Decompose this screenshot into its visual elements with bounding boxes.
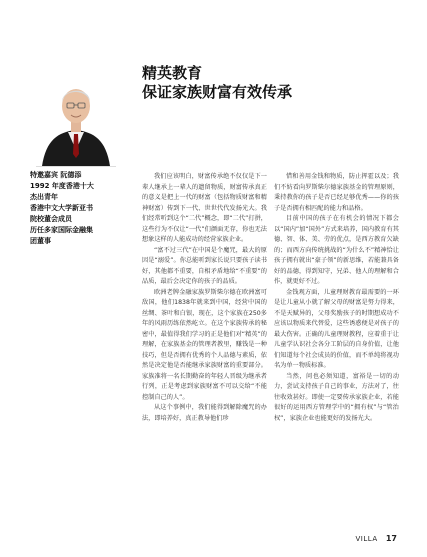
body-column-left xyxy=(142,172,267,512)
guest-info-line: 团董事 xyxy=(30,237,51,245)
guest-info-line: 杰出青年 xyxy=(30,193,58,201)
guest-info xyxy=(30,170,125,247)
page-footer xyxy=(356,534,397,543)
guest-info-line: 1992 年度香港十大 xyxy=(30,182,94,190)
body-paragraph: 惜和善用金钱和物质，防止挥霍以及；我们不妨看向罗斯柴尔德家族基金的管理原则，秉持教你的孩子是否已经足够优秀——你的孩子是否拥有相匹配的能力和品格。 xyxy=(274,173,399,212)
headline-line-2: 保证家族财富有效传承 xyxy=(142,83,293,101)
body-paragraph: “富不过三代”在中国是个魔咒，最大的原因是“溺爱”。你总能听到家长说只要孩子读书好，其他都不重要，自相矛盾地给“不重要”的品质，最后会决定你的孩子的品质。 xyxy=(142,246,267,285)
magazine-name: VILLA xyxy=(355,535,378,543)
page-number: 17 xyxy=(385,534,397,543)
body-paragraph: 从这个事例中，我们能得到解除魔咒的办法，即培养好，真正教导他们珍 xyxy=(142,404,267,422)
article-headline xyxy=(142,64,382,102)
guest-info-line: 香港中文大学新亚书 xyxy=(30,204,93,212)
headline-line-1: 精英教育 xyxy=(142,64,203,82)
body-paragraph: 我们应该明白，财富传承绝不仅仅是下一辈人继承上一辈人的遗留物质，财富传承真正的意义是把上一代的财富（包括物质财富和精神财富）传到下一代、世世代代发扬光大。我们经常听到这个“二代”概念，即“二代”打拼，这些行为不仅让“一代”们颜面无存，你也无法想象这样的人能成功的经营家族企业。 xyxy=(142,173,267,243)
guest-title: 特邀嘉宾 阮德添 xyxy=(30,171,82,179)
body-paragraph: 欧洲老牌金融家族罗斯柴尔德在欧洲富可敌国，他们1838年就来到中国，经营中国的丝绸、茶叶和白银，现在，这个家族在250多年的风雨历练依然屹立。在这个家族传承的秘密中，最值得我们学习的正是他们对“精英”的理解，在家族基金的管理者教里，赚钱是一种技巧，但是否拥有优秀的个人品德与素质，依然是决定他是否能继承家族财富的重要部分。家族准将一名长期勤奋的年轻人晋级为继承者行列，正是考虑到家族财富不可以交给“不能控制自己的人”。 xyxy=(142,288,267,401)
portrait-image xyxy=(36,70,116,166)
guest-info-line: 院校董会成员 xyxy=(30,215,72,223)
body-paragraph: 目前中国的孩子在有机会的情况下都会以“国内”加“国外”方式来培养，国内教育有其德、智、体、美、劳的优点，是西方教育欠缺的；而西方向传统挑战的“为什么不”精神恰让孩子拥有就出“豪子领”的新思维，若能兼具备好的品德，得到知守，兄弟、他人的理解和合作，就更好不过。 xyxy=(274,215,399,285)
guest-info-line: 历任多家国际金融集 xyxy=(30,226,93,234)
guest-portrait xyxy=(36,70,116,167)
body-paragraph: 当然，问也必须知道，富裕是一切的动力，尝试支持孩子自己的事业，方法对了，往往收效甚好。即使一定要传承家族企业，若能很好的运用西方管理学中的“拥有权”与“管治权”，家族企业也能更好的发扬光大。 xyxy=(274,372,399,422)
body-column-right xyxy=(274,172,399,512)
body-paragraph: 金钱观方面，儿童理财教育最需要的一环是让儿童从小就了解父母的财富是努力得来，不是天赋异的，父母奖励孩子的时期想成功不应该以物质来代替爱，这些诱惑便是对孩子的最大伤害。正确的儿童理财教程，应着重于让儿童学认识社会各分工阶层的自身价值，让他们知道每个社会成员的价值，而不单纯将视功名为单一物质标准。 xyxy=(274,288,399,369)
